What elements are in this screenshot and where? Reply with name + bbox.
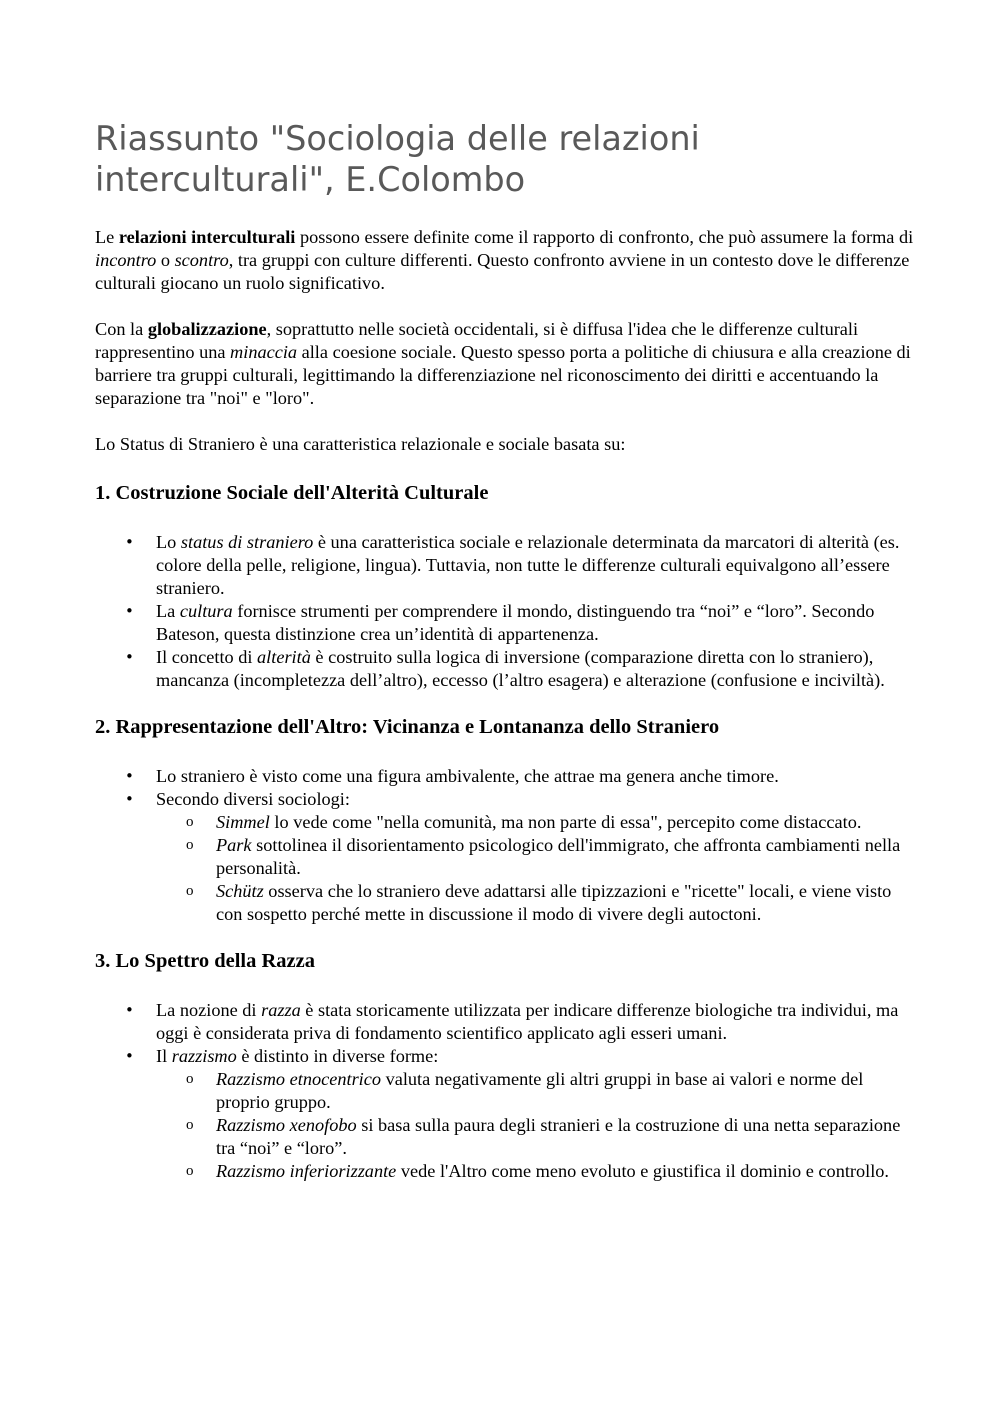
text: possono essere definite come il rapporto di confronto, che può assumere la forma di	[295, 227, 914, 247]
text: Lo straniero è visto come una figura ambivalente, che attrae ma genera anche timore.	[156, 766, 779, 786]
list-item	[95, 788, 915, 926]
list-item	[95, 531, 915, 600]
list-item	[95, 999, 915, 1045]
bold-term: relazioni interculturali	[118, 227, 296, 247]
sub-list-item	[156, 1114, 915, 1160]
text: è costruito sulla logica di inversione (comparazione diretta con lo straniero), mancanza (incompletezza dell’altro), eccesso (l’altro esagera) e alterazione (confusione e inciviltà).	[156, 647, 885, 690]
bullet-icon: •	[125, 1047, 134, 1065]
intro-paragraph-3: Lo Status di Straniero è una caratteristica relazionale e sociale basata su:	[95, 434, 626, 454]
text: lo vede come "nella comunità, ma non parte di essa", percepito come distaccato.	[269, 812, 862, 832]
italic-term: Razzismo xenofobo	[216, 1115, 357, 1135]
sub-bullet-icon: o	[186, 814, 194, 830]
text: Lo	[156, 532, 181, 552]
italic-term: Razzismo etnocentrico	[216, 1069, 382, 1089]
italic-term: Park	[216, 835, 252, 855]
italic-term: incontro	[95, 250, 157, 270]
text: , tra gruppi con culture differenti. Questo confronto avviene in un contesto dove le differenze culturali giocano un ruolo significativo.	[95, 250, 910, 293]
italic-term: razzismo	[171, 1046, 237, 1066]
section-heading-2: 2. Rappresentazione dell'Altro: Vicinanza e Lontananza dello Straniero	[95, 716, 720, 738]
text: Il	[156, 1046, 172, 1066]
intro-paragraph-2	[95, 318, 915, 410]
text: Il concetto di	[156, 647, 258, 667]
intro-paragraph-1	[95, 226, 915, 295]
text: fornisce strumenti per comprendere il mondo, distinguendo tra “noi” e “loro”. Secondo Bateson, questa distinzione crea un’identità di appartenenza.	[156, 601, 875, 644]
text: La	[156, 601, 180, 621]
list-item	[95, 1045, 915, 1183]
italic-term: Schütz	[216, 881, 264, 901]
italic-term: cultura	[179, 601, 233, 621]
text: vede l'Altro come meno evoluto e giustifica il dominio e controllo.	[396, 1161, 890, 1181]
italic-term: minaccia	[230, 342, 298, 362]
text: Le	[95, 227, 119, 247]
text: alla coesione sociale. Questo spesso porta a politiche di chiusura e alla creazione di barriere tra gruppi culturali, legittimando la differenziazione nel riconoscimento dei diritti e accentuando la separazione tra "noi" e "loro".	[95, 342, 911, 408]
sub-bullet-icon: o	[186, 1071, 194, 1087]
italic-term: razza	[261, 1000, 301, 1020]
section-2-list	[95, 765, 915, 926]
list-item	[95, 765, 915, 788]
italic-term: alterità	[257, 647, 311, 667]
sub-list-item	[156, 880, 915, 926]
sub-list	[156, 1068, 915, 1183]
italic-term: Razzismo inferiorizzante	[216, 1161, 397, 1181]
list-item	[95, 600, 915, 646]
section-heading-1: 1. Costruzione Sociale dell'Alterità Culturale	[95, 482, 489, 504]
bullet-icon: •	[125, 533, 134, 551]
text: sottolinea il disorientamento psicologico dell'immigrato, che affronta cambiamenti nella personalità.	[216, 835, 901, 878]
section-heading-3: 3. Lo Spettro della Razza	[95, 950, 315, 972]
text: Secondo diversi sociologi:	[156, 789, 350, 809]
sub-bullet-icon: o	[186, 1163, 194, 1179]
bullet-icon: •	[125, 602, 134, 620]
sub-list-item	[156, 1160, 915, 1183]
italic-term: status di straniero	[180, 532, 314, 552]
text: valuta negativamente gli altri gruppi in base ai valori e norme del proprio gruppo.	[216, 1069, 864, 1112]
sub-bullet-icon: o	[186, 1117, 194, 1133]
italic-term: scontro	[174, 250, 229, 270]
text: è una caratteristica sociale e relazionale determinata da marcatori di alterità (es. colore della pelle, religione, lingua). Tuttavia, non tutte le differenze culturali equivalgono all’essere straniero.	[156, 532, 900, 598]
sub-bullet-icon: o	[186, 883, 194, 899]
section-3-list	[95, 999, 915, 1183]
bold-term: globalizzazione	[147, 319, 267, 339]
sub-list	[156, 811, 915, 926]
document-page	[95, 118, 915, 1205]
text: La nozione di	[156, 1000, 262, 1020]
bullet-icon: •	[125, 1001, 134, 1019]
text: è stata storicamente utilizzata per indicare differenze biologiche tra individui, ma oggi è considerata priva di fondamento scientifico applicato agli esseri umani.	[156, 1000, 899, 1043]
text: è distinto in diverse forme:	[236, 1046, 439, 1066]
bullet-icon: •	[125, 648, 134, 666]
text: Con la	[95, 319, 148, 339]
sub-list-item	[156, 834, 915, 880]
list-item	[95, 646, 915, 692]
bullet-icon: •	[125, 790, 134, 808]
text: osserva che lo straniero deve adattarsi alle tipizzazioni e "ricette" locali, e viene visto con sospetto perché mette in discussione il modo di vivere degli autoctoni.	[216, 881, 892, 924]
section-1-list	[95, 531, 915, 692]
document-title: Riassunto "Sociologia delle relazioni interculturali", E.Colombo	[95, 119, 700, 199]
sub-list-item	[156, 811, 915, 834]
text: , soprattutto nelle società occidentali, si è diffusa l'idea che le differenze culturali rappresentino una	[95, 319, 859, 362]
bullet-icon: •	[125, 767, 134, 785]
sub-bullet-icon: o	[186, 837, 194, 853]
text: o	[156, 250, 175, 270]
sub-list-item	[156, 1068, 915, 1114]
italic-term: Simmel	[216, 812, 270, 832]
text: si basa sulla paura degli stranieri e la costruzione di una netta separazione tra “noi” e “loro”.	[216, 1115, 901, 1158]
